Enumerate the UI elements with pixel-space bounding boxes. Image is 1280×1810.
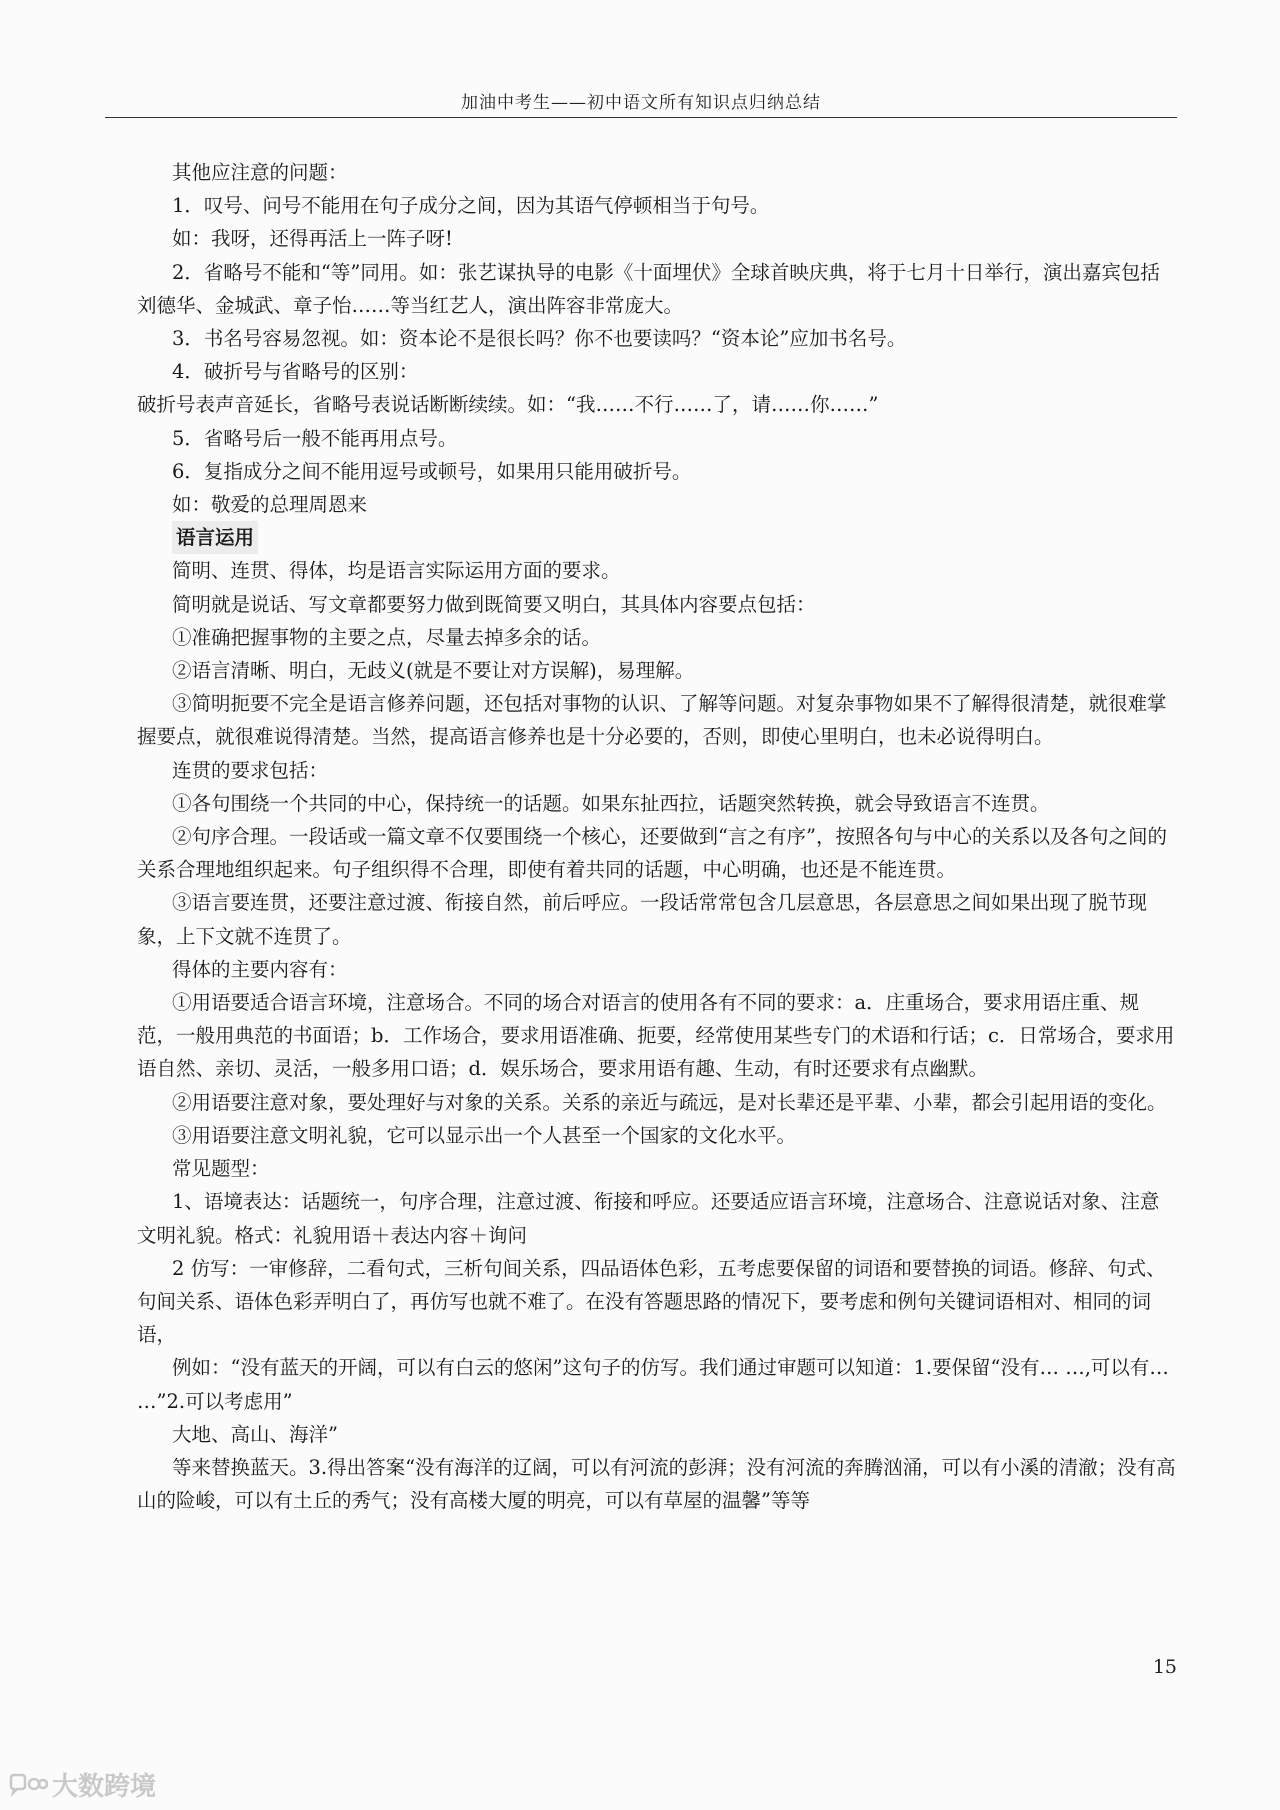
document-body: [137, 156, 1177, 1517]
watermark: [8, 1766, 156, 1803]
paragraph: 大地、高山、海洋”: [172, 1422, 338, 1446]
watermark-logo-icon: [8, 1772, 48, 1798]
paragraph: 5．省略号后一般不能再用点号。: [172, 426, 458, 450]
paragraph: ②句序合理。一段话或一篇文章不仅要围绕一个核心，还要做到“言之有序”，按照各句与中心的关系以及各句之间的关系合理地组织起来。句子组织得不合理，即使有着共同的话题，中心明确，也还是不能连贯。: [137, 825, 1167, 882]
paragraph: 连贯的要求包括：: [172, 758, 329, 782]
paragraph: ①各句围绕一个共同的中心，保持统一的话题。如果东扯西拉，话题突然转换，就会导致语言不连贯。: [172, 791, 1050, 815]
paragraph: 简明、连贯、得体，均是语言实际运用方面的要求。: [172, 559, 621, 583]
paragraph: 4．破折号与省略号的区别：: [172, 360, 419, 384]
section-heading: 语言运用: [172, 521, 258, 554]
page-number: 15: [1152, 1656, 1177, 1678]
page-header: 加油中考生——初中语文所有知识点归纳总结: [461, 93, 821, 113]
paragraph: ②用语要注意对象，要处理好与对象的关系。关系的亲近与疏远，是对长辈还是平辈、小辈，都会引起用语的变化。: [172, 1090, 1167, 1114]
watermark-text: 大数跨境: [52, 1772, 157, 1802]
paragraph: 1．叹号、问号不能用在句子成分之间，因为其语气停顿相当于句号。: [172, 194, 770, 218]
paragraph: 2 仿写：一审修辞，二看句式，三析句间关系，四品语体色彩，五考虑要保留的词语和要替换的词语。修辞、句式、句间关系、语体色彩弄明白了，再仿写也就不难了。在没有答题思路的情况下，要考虑和例句关键词语相对、相同的词语，: [137, 1256, 1166, 1347]
paragraph: 6．复指成分之间不能用逗号或顿号，如果用只能用破折号。: [172, 459, 692, 483]
paragraph: ①准确把握事物的主要之点，尽量去掉多余的话。: [172, 625, 602, 649]
paragraph: 得体的主要内容有：: [172, 957, 348, 981]
paragraph: 如：敬爱的总理周恩来: [172, 493, 368, 517]
paragraph: ③语言要连贯，还要注意过渡、衔接自然，前后呼应。一段话常常包含几层意思，各层意思之间如果出现了脱节现象，上下文就不连贯了。: [137, 891, 1148, 948]
paragraph: ②语言清晰、明白，无歧义(就是不要让对方误解)，易理解。: [172, 659, 695, 683]
paragraph: 简明就是说话、写文章都要努力做到既简要又明白，其具体内容要点包括：: [172, 592, 816, 616]
paragraph: 等来替换蓝天。3.得出答案“没有海洋的辽阔，可以有河流的彭湃；没有河流的奔腾汹涌，可以有小溪的清澈；没有高山的险峻，可以有土丘的秀气；没有高楼大厦的明亮，可以有草屋的温馨”等等: [137, 1455, 1176, 1513]
paragraph: 其他应注意的问题：: [172, 161, 348, 184]
paragraph: 破折号表声音延长，省略号表说话断断续续。如：“我……不行……了，请……你……”: [137, 393, 879, 417]
paragraph: ③简明扼要不完全是语言修养问题，还包括对事物的认识、了解等问题。对复杂事物如果不了解得很清楚，就很难掌握要点，就很难说得清楚。当然，提高语言修养也是十分必要的，否则，即使心里明白，也未必说得明白。: [137, 692, 1167, 749]
header-rule: [105, 117, 1177, 118]
paragraph: 1、语境表达：话题统一，句序合理，注意过渡、衔接和呼应。还要适应语言环境，注意场合、注意说话对象、注意文明礼貌。格式：礼貌用语＋表达内容＋询问: [137, 1190, 1160, 1247]
paragraph: ①用语要适合语言环境，注意场合。不同的场合对语言的使用各有不同的要求：a．庄重场合，要求用语庄重、规范，一般用典范的书面语；b．工作场合，要求用语准确、扼要，经常使用某些专门的术语和行话；c．日常场合，要求用语自然、亲切、灵活，一般多用口语；d．娱乐场合，要求用语有趣、生动，有时还要求有点幽默。: [137, 991, 1175, 1081]
paragraph: 如：我呀，还得再活上一阵子呀!: [172, 227, 453, 251]
paragraph: 例如：“没有蓝天的开阔，可以有白云的悠闲”这句子的仿写。我们通过审题可以知道：1.要保留“没有… …,可以有… …”2.可以考虑用”: [137, 1356, 1169, 1413]
paragraph: 常见题型：: [172, 1157, 270, 1181]
paragraph: 3．书名号容易忽视。如：资本论不是很长吗？你不也要读吗？“资本论”应加书名号。: [172, 327, 907, 351]
paragraph: ③用语要注意文明礼貌，它可以显示出一个人甚至一个国家的文化水平。: [172, 1123, 797, 1147]
paragraph: 2．省略号不能和“等”同用。如：张艺谋执导的电影《十面埋伏》全球首映庆典，将于七月十日举行，演出嘉宾包括刘德华、金城武、章子怡……等当红艺人，演出阵容非常庞大。: [137, 260, 1160, 317]
